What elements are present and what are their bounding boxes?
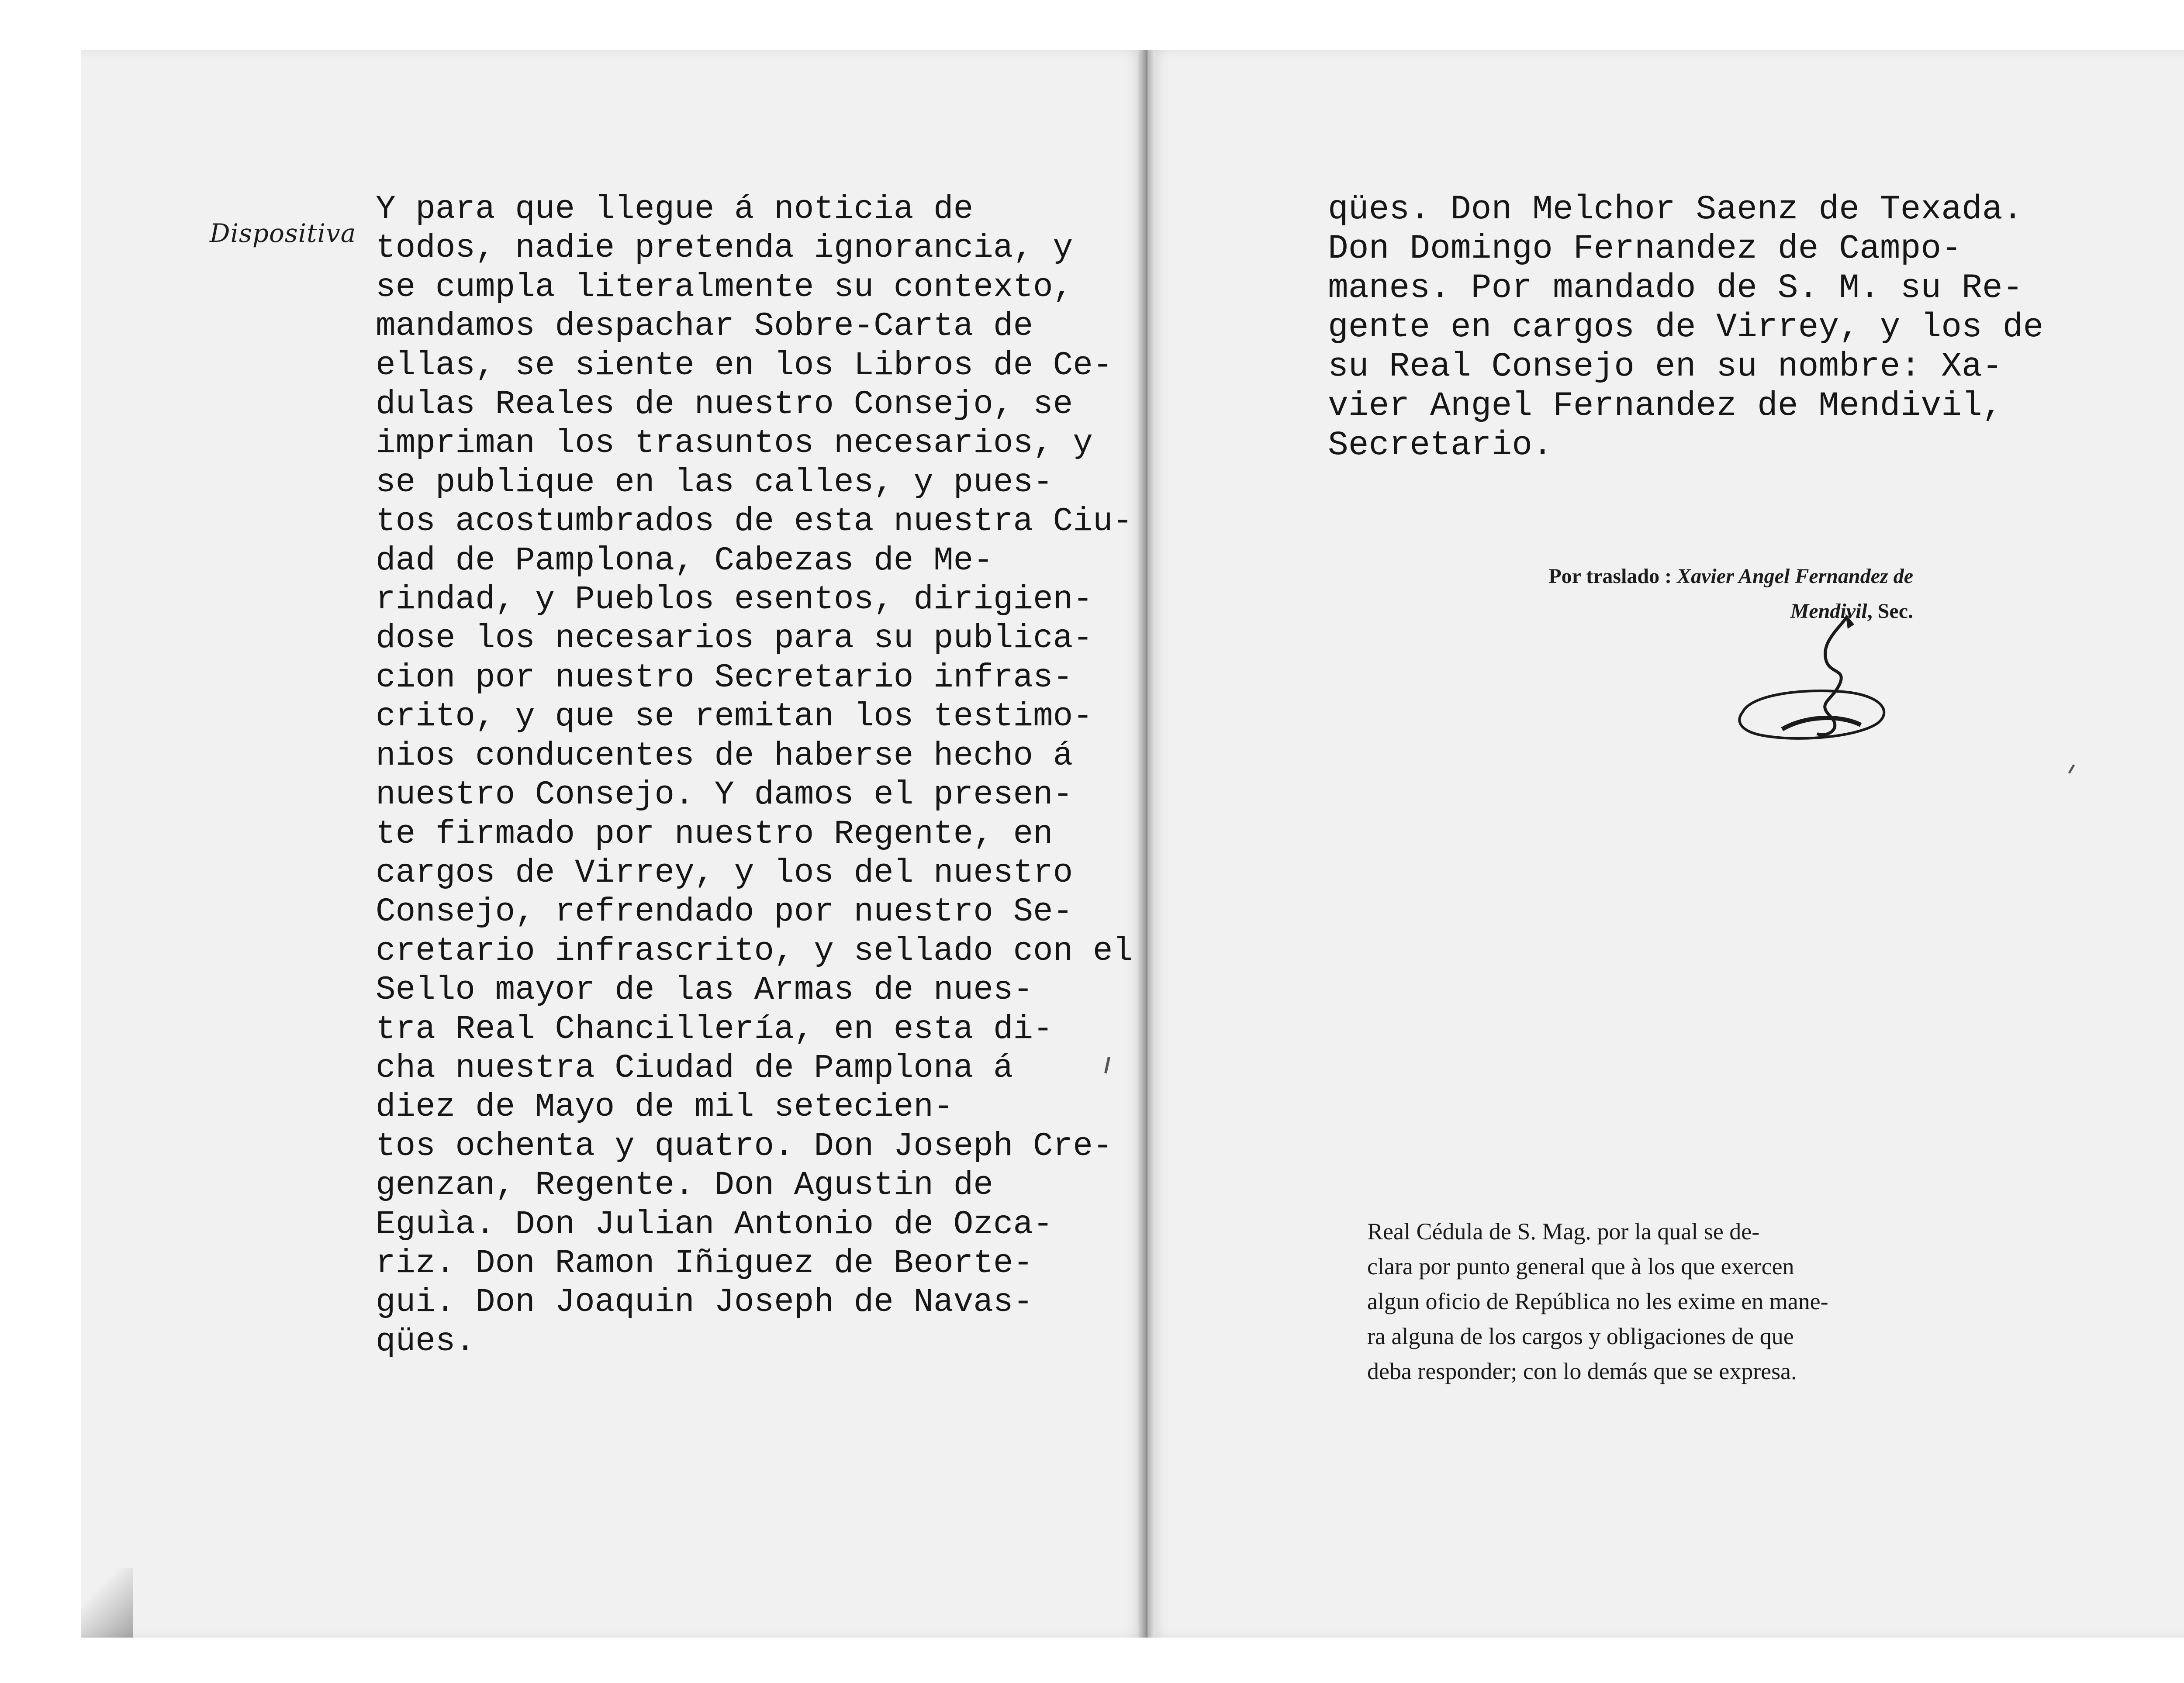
- left-page-text: Y para que llegue á noticia de todos, nadie pretenda ignorancia, se cumpla literalmente su mandamos despachar Sobre-Carta ellas, se siente en los Libros dulas Reales de nuestro Consejo, impriman los trasuntos necesarios, se publique en las calles, y tos acostumbrados de esta nuestra dad de Pamplona, Cabezas de Me- rindad, y Pueblos esentos, dose los necesarios para su cion por nuestro Secretario crito, y que se remitan los nios conducentes de haberse nuestro Consejo. Y damos el te firmado por nuestro Regente, cargos de Virrey, y los del Consejo, refrendado por nuestro cretario infrascrito, y sellado Sello mayor de las Armas de tra Real Chancillería, en esta cha nuestra Ciudad de Pamplona diez de Mayo de mil setecien- tos ochenta y quatro. Don Joseph genzan, Regente. Don Agustin Eguìa. Don Julian Antonio de riz. Don Ramon Iñiguez de Beorte- gui. Don Joaquin Joseph de qües.: [376, 190, 1053, 1360]
- traslado-name-line1: Xavier Angel Fernandez de: [1677, 565, 1913, 588]
- traslado-name-line2: Mendivil: [1790, 600, 1867, 623]
- traslado-prefix: Por traslado :: [1548, 565, 1677, 588]
- right-page-text: qües. Don Melchor Saenz de Don Domingo Fernandez de Campo- manes. Por mandado de S. M. su gente en cargos de Virrey, y su Real Consejo en su nombre: vier Angel Fernandez de Mendivil, Secretario.: [1328, 190, 2003, 465]
- traslado-suffix: , Sec.: [1867, 600, 1913, 623]
- margin-note: Dispositiva: [210, 218, 356, 248]
- book-gutter: [1138, 50, 1155, 1638]
- document-summary: Real Cédula de S. Mag. por la qual se de- clara por punto general que à los que exercen algun oficio de República no les exime en mane- ra alguna de los cargos y obligaciones de que deba responder; con lo demás que se expresa.: [1367, 1218, 1828, 1384]
- signature-flourish: [1717, 603, 1900, 760]
- page-corner-wear: [81, 1568, 133, 1638]
